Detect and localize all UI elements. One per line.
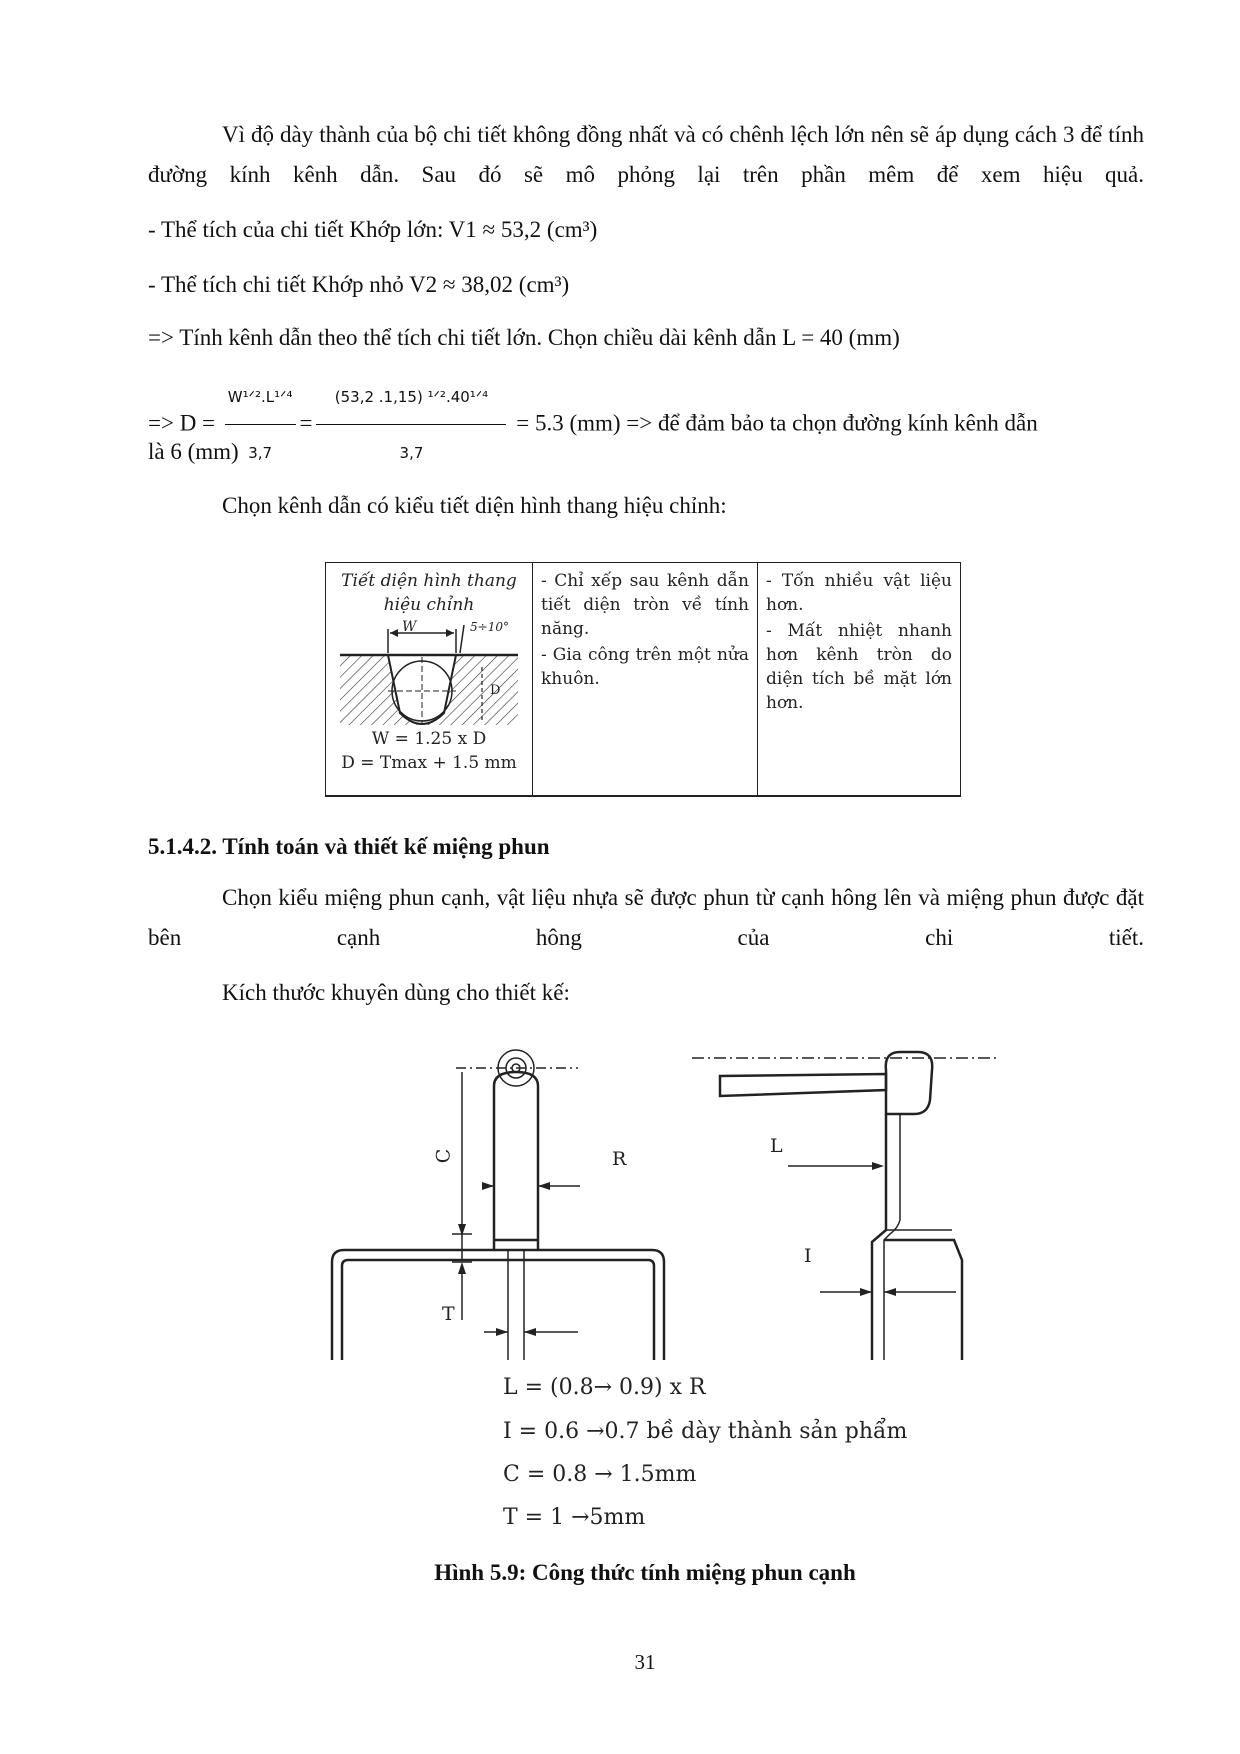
gate-formula-t: T = 1 →5mm [503,1505,646,1530]
w-arrow-left [390,629,398,637]
section-formula-w: W = 1.25 x D [371,729,487,749]
part-flange [884,1240,962,1360]
formula-fraction-2 [316,372,506,478]
section-title-line-2: hiệu chỉnh [383,595,475,615]
fraction-2-numerator: (53,2 .1,15) ¹ᐟ².40¹ᐟ⁴ [316,372,506,425]
formula-continuation: là 6 (mm) [148,439,239,464]
edge-gate-diagram [0,1030,1240,1370]
runner-section-table [325,562,961,797]
r-arrowhead-left [482,1182,494,1190]
part-outer-left-view [332,1250,664,1360]
table-row [326,563,961,797]
disadvantages-cell [758,563,961,797]
runner-left-view [494,1072,538,1250]
i-arrowhead-right [884,1288,896,1296]
formula-result: = 5.3 (mm) => để đảm bảo ta chọn đường kính kênh dẫn [516,410,1038,436]
r-arrowhead-right [538,1182,550,1190]
volume-small-part: - Thể tích chi tiết Khớp nhỏ V2 ≈ 38,02 (cm³) [148,272,570,297]
label-t: T [442,1303,455,1325]
figure-caption: Hình 5.9: Công thức tính miệng phun cạnh [434,1560,856,1585]
paragraph-intro: Vì độ dày thành của bộ chi tiết không đồng nhất và có chênh lệch lớn nên sẽ áp dụng cách 3 để tính đường kính kênh dẫn. Sau đó sẽ mô phỏng lại trên phần mêm để xem hiệu quả. [148,122,1144,187]
c-arrowhead-bottom [458,1262,466,1274]
l-arrowhead [872,1162,884,1170]
part-inner-left-view [342,1260,654,1360]
label-l: L [770,1135,783,1157]
t-arrowhead-right [524,1328,536,1336]
section-title [334,569,524,617]
formula-equals: = [299,410,313,436]
label-c: C [432,1148,455,1164]
gate-formula-l: L = (0.8→ 0.9) x R [503,1375,706,1400]
label-r: R [612,1148,627,1170]
disadvantage-1: - Tốn nhiều vật liệu hơn. [766,571,952,615]
section-cell [326,563,533,797]
section-formula-d: D = Tmax + 1.5 mm [341,753,517,773]
angle-marker [460,625,464,653]
page-number: 31 [634,1650,656,1674]
disadvantage-2: - Mất nhiệt nhanh hơn kênh tròn do diện tích bề mặt lớn hơn. [766,621,952,713]
gate-formula-c: C = 0.8 → 1.5mm [503,1462,697,1487]
formula-prefix: => D = [148,410,216,436]
paragraph-gate-choice: Chọn kiểu miệng phun cạnh, vật liệu nhựa sẽ được phun từ cạnh hông lên và miệng phun được đặt bên cạnh hông của chi tiết. [148,885,1144,950]
label-i: I [804,1245,812,1267]
label-w: W [402,619,417,635]
diameter-formula [148,372,1148,478]
t-arrowhead-left [496,1328,508,1336]
advantage-1: - Chỉ xếp sau kênh dẫn tiết diện tròn về tính năng. [541,571,749,639]
runner-length-line: => Tính kênh dẫn theo thể tích chi tiết lớn. Chọn chiều dài kênh dẫn L = 40 (mm) [148,325,900,350]
label-angle: 5÷10° [470,620,509,634]
section-heading: 5.1.4.2. Tính toán và thiết kế miệng phun [148,834,550,859]
paragraph-choose-section: Chọn kênh dẫn có kiểu tiết diện hình thang hiệu chỉnh: [222,493,727,518]
i-arrowhead-left [860,1288,872,1296]
gate-formula-i: I = 0.6 →0.7 bề dày thành sản phẩm [503,1419,908,1444]
label-d: D [490,683,501,698]
section-title-line-1: Tiết diện hình thang [341,571,517,591]
paragraph-recommended-size: Kích thước khuyên dùng cho thiết kế: [222,980,570,1005]
volume-large-part: - Thể tích của chi tiết Khớp lớn: V1 ≈ 53,2 (cm³) [148,217,598,242]
runner-side-view [720,1074,886,1096]
sprue-side-view [886,1052,932,1114]
fraction-2-denominator: 3,7 [399,444,424,462]
fraction-1-numerator: W¹ᐟ².L¹ᐟ⁴ [225,372,296,425]
advantage-2: - Gia công trên một nửa khuôn. [541,645,749,689]
advantages-cell [533,563,758,797]
gate-land [508,1250,524,1360]
fraction-1-denominator: 3,7 [248,444,273,462]
w-arrow-right [446,629,454,637]
trapezoid-section-drawing [334,617,524,727]
